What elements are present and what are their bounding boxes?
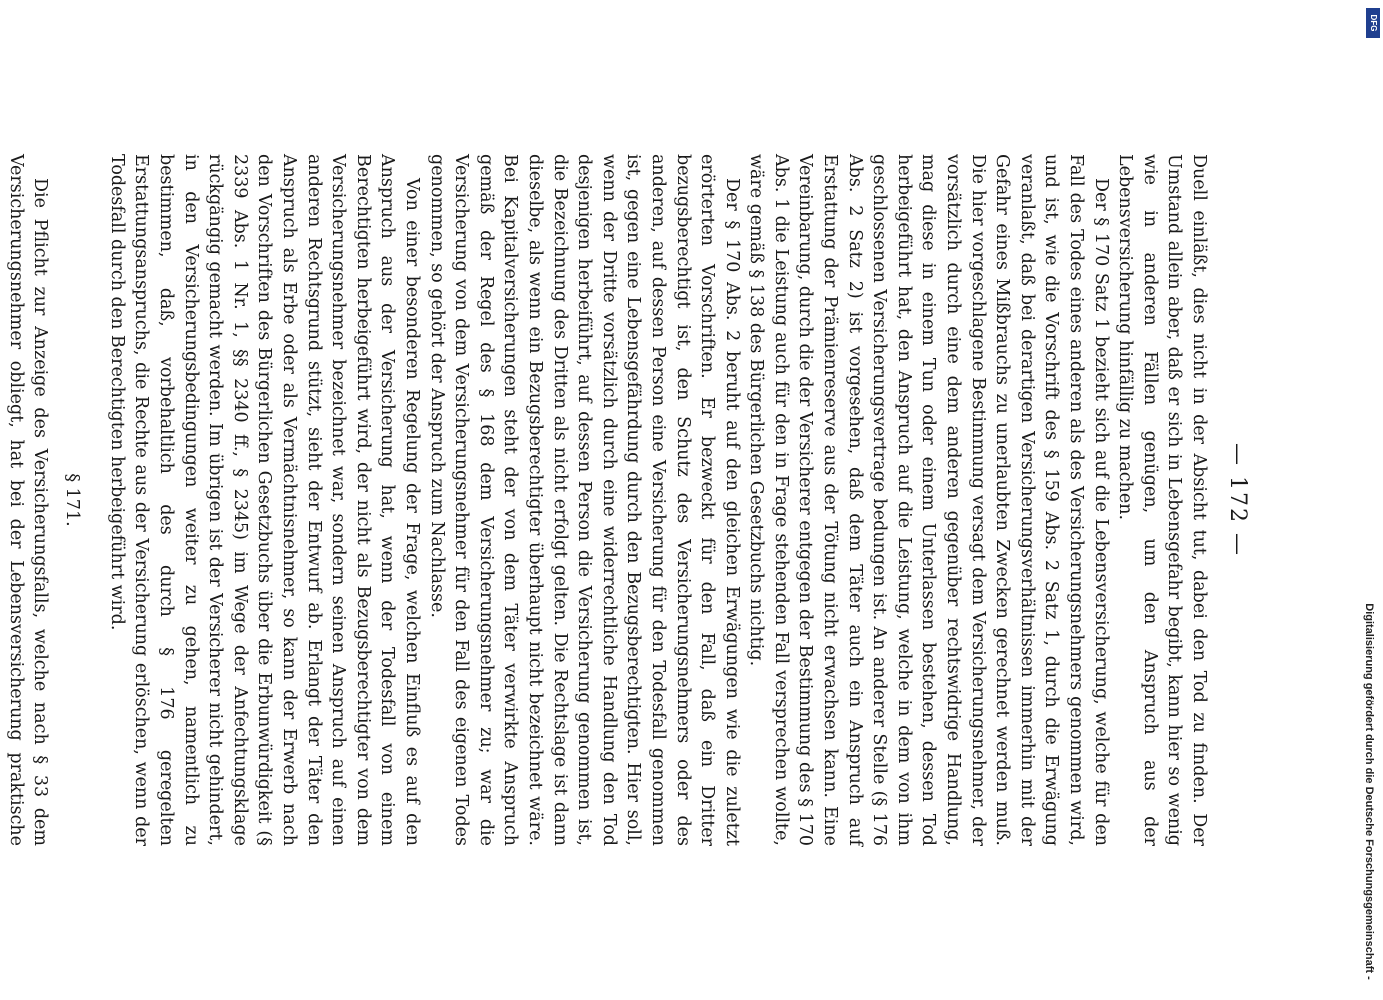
section-heading: § 171.	[62, 473, 83, 527]
dfg-logo	[1366, 8, 1380, 38]
paragraph-1: Duell einläßt, dies nicht in der Absicht tut, dabei den Tod zu finden. Der Umstand allein aber, daß er sich in Lebensgefahr begibt, kann hier so wenig wie in anderen Fällen genügen, um den Anspruch aus der Lebensversicherung hinfällig zu machen.	[1115, 154, 1209, 846]
paragraph-5-text-before: Die Pflicht zur Anzeige des Versicherungsfalls, welche nach § 33 dem Versicherungsnehmer obliegt, hat bei der Lebensversicherung praktische	[5, 154, 51, 846]
dfg-logo-text: DFG	[1369, 14, 1378, 32]
rotated-document-page	[5, 140, 1250, 860]
digitization-credit-text	[1358, 8, 1380, 992]
page-number-header: — 172 —	[1225, 443, 1250, 557]
paragraph-2: Der § 170 Satz 1 bezieht sich auf die Lebensversicherung, welche für den Fall des Todes eines anderen als des Versicherungsnehmers genommen wird, und ist, wie die Vorschrift des § 159 Abs. 2 Satz 1, durch die Erwägung veranlaßt, daß bei derartigen Versicherungsverhältnissen immerhin mit der Gefahr eines Mißbrauchs zu unerlaubten Zwecken gerechnet werden muß. Die hier vorgeschlagene Bestimmung versagt dem Versicherungsnehmer, der vorsätzlich durch eine dem anderen gegenüber rechtswidrige Handlung, mag diese in einem Tun oder einem Unterlassen bestehen, dessen Tod herbeigeführt hat, den Anspruch auf die Leistung, welche in dem von ihm geschlossenen Versicherungsvertrage bedungen ist. An anderer Stelle (§ 176 Abs. 2 Satz 2) ist vorgesehen, daß dem Täter auch ein Anspruch auf Erstattung der Prämienreserve aus der Tötung nicht erwachsen kann. Eine Vereinbarung, durch die der Versicherer entgegen der Bestimmung des § 170 Abs. 1 die Leistung auch für den in Frage stehenden Fall versprechen wollte, wäre gemäß § 138 des Bürgerlichen Gesetzbuchs nichtig.	[746, 154, 1111, 846]
paragraph-5	[0, 154, 52, 846]
digitization-credit	[1356, 8, 1380, 992]
credit-label: Digitalisierung gefördert durch die Deutsche Forschungsgemeinschaft -	[1363, 603, 1375, 980]
paragraph-3: Der § 170 Abs. 2 beruht auf den gleichen Erwägungen wie die zuletzt erörterten Vorschriften. Er bezweckt für den Fall, daß ein Dritter bezugsberechtigt ist, den Schutz des Versicherungsnehmers oder des anderen, auf dessen Person eine Versicherung für den Todesfall genommen ist, gegen eine Lebensgefährdung durch den Bezugsberechtigten. Hier soll, wenn der Dritte vorsätzlich durch eine widerrechtliche Handlung den Tod desjenigen herbeiführt, auf dessen Person die Versicherung genommen ist, die Bezeichnung des Dritten als nicht erfolgt gelten. Die Rechtslage ist dann dieselbe, als wenn ein Bezugsberechtigter überhaupt nicht bezeichnet wäre. Bei Kapitalversicherungen steht der von dem Täter verwirkte Anspruch gemäß der Regel des § 168 dem Versicherungsnehmer zu; war die Versicherung von dem Versicherungsnehmer für den Fall des eigenen Todes genommen, so gehört der Anspruch zum Nachlasse.	[426, 154, 742, 846]
paragraph-4: Von einer besonderen Regelung der Frage, welchen Einfluß es auf den Anspruch aus der Versicherung hat, wenn der Todesfall von einem Berechtigten herbeigeführt wird, der nicht als Bezugsberechtigter von dem Versicherungsnehmer bezeichnet war, sondern seinen Anspruch auf einen anderen Rechtsgrund stützt, sieht der Entwurf ab. Erlangt der Täter den Anspruch als Erbe oder als Vermächtnisnehmer, so kann der Erwerb nach den Vorschriften des Bürgerlichen Gesetzbuchs über die Erbunwürdigkeit (§ 2339 Abs. 1 Nr. 1, §§ 2340 ff., § 2345) im Wege der Anfechtungsklage rückgängig gemacht werden. Im übrigen ist der Versicherer nicht gehindert, in den Versicherungsbedingungen weiter zu gehen, namentlich zu bestimmen, daß, vorbehaltlich des durch § 176 geregelten Erstattungsanspruchs, die Rechte aus der Versicherung erlöschen, wenn der Todesfall durch den Berechtigten herbeigeführt wird.	[106, 154, 422, 846]
